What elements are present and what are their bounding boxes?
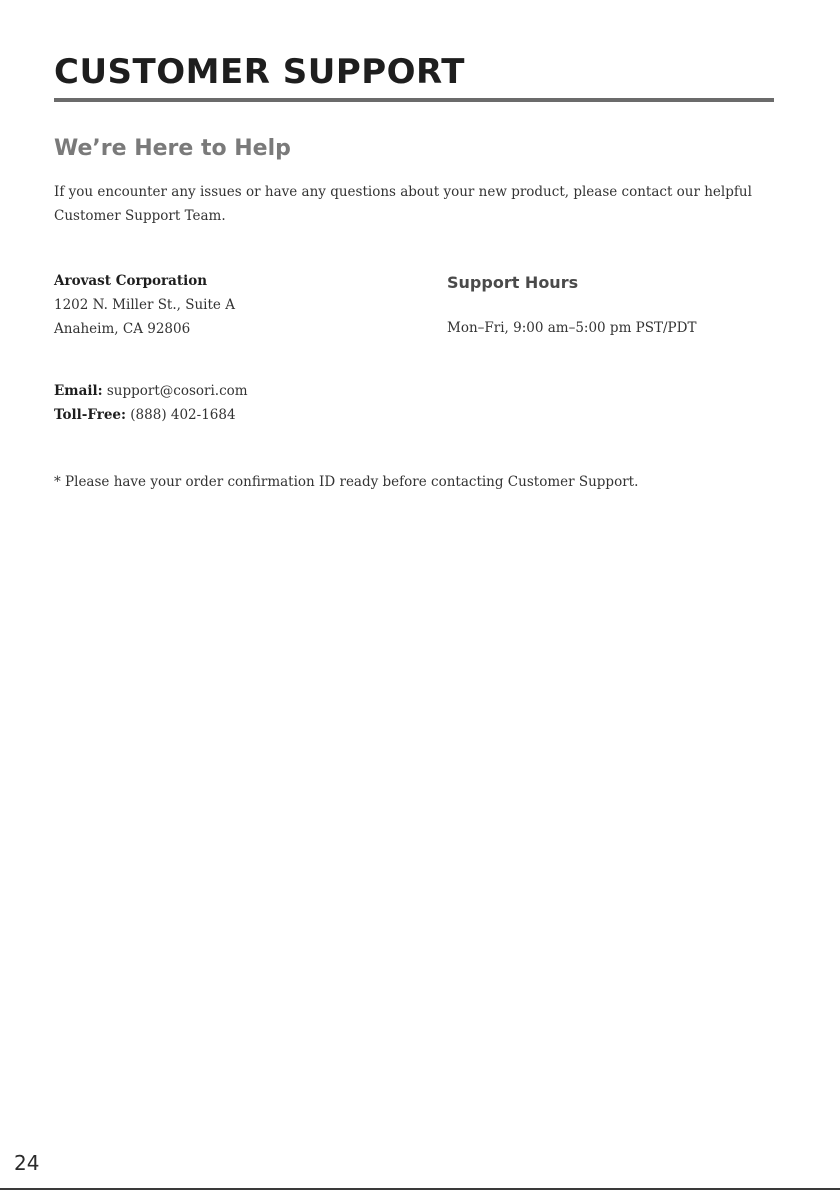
city-state-zip: Anaheim, CA 92806 (54, 321, 191, 337)
title-divider (54, 98, 774, 102)
support-hours-block (447, 270, 807, 340)
street-address: 1202 N. Miller St., Suite A (54, 297, 235, 313)
bottom-divider (0, 1188, 840, 1190)
page-number: 24 (14, 1151, 40, 1175)
phone-number: (888) 402-1684 (130, 407, 236, 423)
phone-line (54, 403, 454, 427)
footnote: * Please have your order confirmation ID ready before contacting Customer Support. (54, 474, 639, 490)
intro-paragraph: If you encounter any issues or have any questions about your new product, please contact our helpful Customer Support Team. (54, 184, 752, 224)
phone-label: Toll-Free: (54, 407, 126, 423)
email-address: support@cosori.com (106, 383, 248, 399)
page-title: CUSTOMER SUPPORT (54, 52, 465, 92)
email-label: Email: (54, 383, 103, 399)
address-block (54, 269, 394, 341)
email-line (54, 379, 454, 403)
company-name: Arovast Corporation (54, 273, 208, 289)
section-heading: We’re Here to Help (54, 136, 291, 161)
support-hours-text: Mon–Fri, 9:00 am–5:00 pm PST/PDT (447, 320, 697, 336)
support-hours-heading: Support Hours (447, 273, 579, 292)
contact-block (54, 379, 454, 427)
